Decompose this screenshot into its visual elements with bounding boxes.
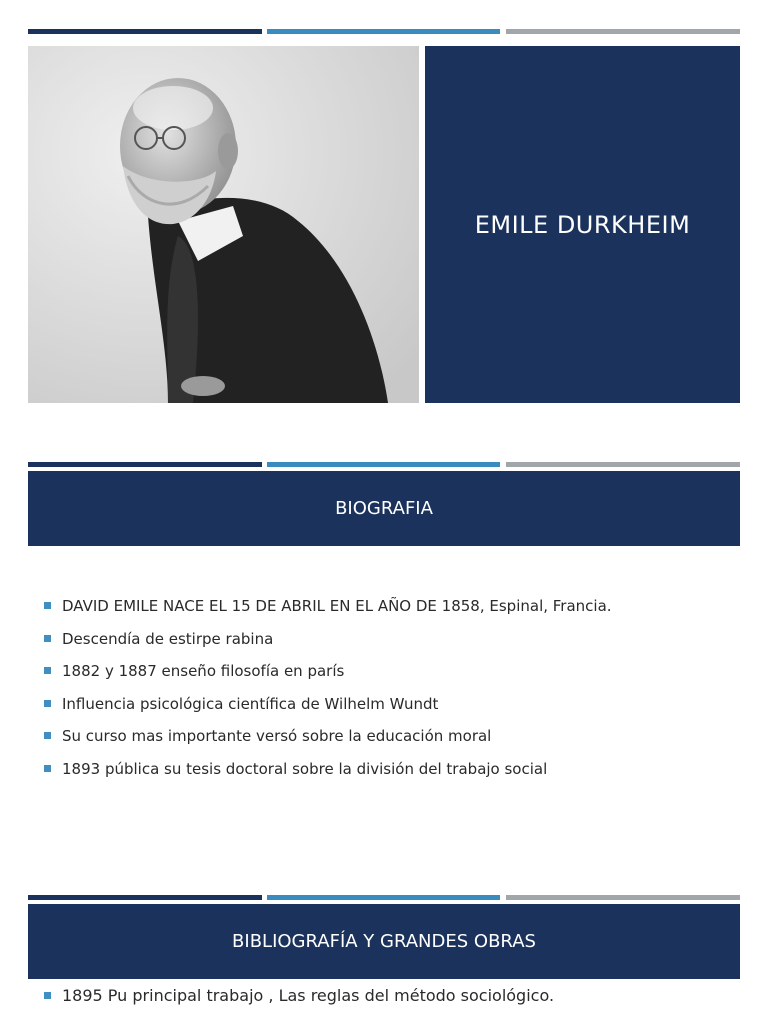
list-item-text: Influencia psicológica científica de Wilhelm Wundt xyxy=(62,694,439,713)
list-item xyxy=(44,661,612,681)
square-bullet-icon xyxy=(44,765,51,772)
bibliografia-header xyxy=(28,904,740,979)
list-item-text: 1882 y 1887 enseño filosofía en parís xyxy=(62,662,345,680)
slide3-accent-bar xyxy=(28,895,740,900)
list-item-text: DAVID EMILE NACE EL 15 DE ABRIL EN EL AÑO DE 1858, Espinal, Francia. xyxy=(62,597,612,615)
list-item-text: Su curso mas importante versó sobre la educación moral xyxy=(62,727,492,745)
biografia-header xyxy=(28,471,740,546)
accent-segment-blue xyxy=(267,29,500,34)
list-item xyxy=(44,986,554,1006)
square-bullet-icon xyxy=(44,635,51,642)
portrait-photo xyxy=(28,46,419,403)
accent-segment-navy xyxy=(28,895,262,900)
bibliografia-list xyxy=(44,986,554,1019)
title-panel xyxy=(425,46,740,403)
list-item xyxy=(44,694,612,714)
accent-segment-gray xyxy=(506,29,740,34)
list-item-text: Descendía de estirpe rabina xyxy=(62,629,274,648)
slide2-accent-bar xyxy=(28,462,740,467)
square-bullet-icon xyxy=(44,602,51,609)
slide1-accent-bar xyxy=(28,29,740,34)
list-item xyxy=(44,596,612,616)
biografia-list xyxy=(44,596,612,791)
list-item xyxy=(44,759,612,779)
accent-segment-gray xyxy=(506,462,740,467)
section-heading: BIBLIOGRAFÍA Y GRANDES OBRAS xyxy=(232,931,536,952)
square-bullet-icon xyxy=(44,700,51,707)
accent-segment-navy xyxy=(28,462,262,467)
section-heading: BIOGRAFIA xyxy=(335,498,433,519)
list-item-text: 1895 Pu principal trabajo , Las reglas del método sociológico. xyxy=(62,986,555,1005)
square-bullet-icon xyxy=(44,992,51,999)
accent-segment-blue xyxy=(267,895,500,900)
square-bullet-icon xyxy=(44,732,51,739)
accent-segment-blue xyxy=(267,462,500,467)
accent-segment-gray xyxy=(506,895,740,900)
list-item xyxy=(44,726,612,746)
square-bullet-icon xyxy=(44,667,51,674)
accent-segment-navy xyxy=(28,29,262,34)
portrait-illustration xyxy=(28,46,419,403)
list-item-text: 1893 pública su tesis doctoral sobre la división del trabajo social xyxy=(62,759,548,778)
slide-title: EMILE DURKHEIM xyxy=(474,210,691,239)
list-item xyxy=(44,629,612,649)
